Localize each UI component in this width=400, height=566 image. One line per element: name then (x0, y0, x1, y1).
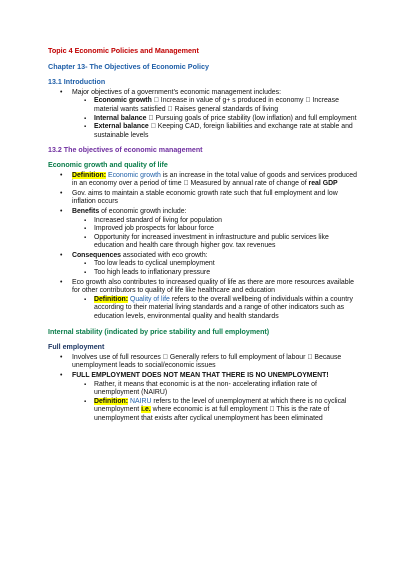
definition-text: is an increase in the total value of goods and services produced in an economy over a period of time   Measured by annual rate of change of (72, 171, 357, 188)
list-item (48, 372, 360, 424)
definition-bold: real GDP (308, 180, 338, 188)
document-body (48, 47, 360, 424)
consequences-label: Consequences (72, 251, 122, 259)
chapter-heading: Chapter 13- The Objectives of Economic Policy (48, 61, 209, 71)
list-item (48, 190, 360, 207)
list-item (48, 172, 360, 189)
definition-label: Definition: (72, 171, 107, 179)
intro-list (48, 89, 360, 141)
list-item (48, 89, 360, 141)
intro-text: Major objectives of a government’s economic management includes: (72, 88, 281, 96)
objective-text:   Keeping CAD, foreign liabilities and exchange rate at stable and sustainable levels (94, 123, 353, 139)
list-item (72, 123, 360, 140)
list-item: ▪ Opportunity for increased investment in infrastructure and public services like education and health care through higher gov. tax revenues (72, 234, 360, 251)
list-item (72, 115, 360, 124)
full-employment-heading: Full employment (48, 343, 105, 352)
full-employment-text: Involves use of full resources   Generally refers to full employment of labour   Because unemployment leads to social/economic issues (72, 353, 342, 370)
growth-subheading: Economic growth and quality of life (48, 160, 168, 169)
list-item: ▪ Too high leads to inflationary pressure (72, 269, 360, 278)
objective-term: External balance (94, 123, 149, 131)
definition-label: Definition: (94, 295, 129, 303)
objective-term: Internal balance (94, 114, 147, 122)
nairu-list (72, 381, 360, 424)
list-item (48, 279, 360, 322)
ie-highlight: i.e. (141, 406, 151, 414)
benefits-text: of economic growth include: (99, 207, 187, 215)
consequences-list (72, 260, 360, 277)
internal-stability-subheading: Internal stability (indicated by price stability and full employment) (48, 327, 270, 336)
list-item (72, 398, 360, 424)
objective-text:   Increase in value of g+ s produced in economy   Increase material wants satisfied   Raises general standards of living (94, 97, 339, 113)
definition-text: refers to the overall wellbeing of individuals within a country according to their material living standards and a range of other indicators such as education levels, environmental quality and health standards (94, 295, 353, 321)
full-employment-warning: FULL EMPLOYMENT DOES NOT MEAN THAT THERE IS NO UNEMPLOYMENT! (72, 372, 329, 379)
list-item: ▪ Improved job prospects for labour force (72, 225, 360, 234)
benefits-label: Benefits (72, 207, 100, 215)
definition-label: Definition: (94, 397, 129, 405)
objectives-list (72, 97, 360, 140)
list-item: ▪ Too low leads to cyclical unemployment (72, 260, 360, 269)
section-13-2-heading: 13.2 The objectives of economic management (48, 146, 203, 155)
definition-text: where economic is at full employment   This is the rate of unemployment that exists after cyclical unemployment has been eliminated (94, 406, 330, 422)
list-item (48, 354, 360, 371)
section-13-1-heading: 13.1 Introduction (48, 78, 106, 87)
list-item (72, 296, 360, 322)
list-item (48, 252, 360, 278)
consequences-text: associated with eco growth: (121, 251, 208, 259)
objective-text:   Pursuing goals of price stability (low inflation) and full employment (146, 114, 357, 122)
benefits-list (72, 217, 360, 251)
definition-term: NAIRU (128, 397, 152, 405)
aim-text: Gov. aims to maintain a stable economic growth rate such that full employment and low inflation occurs (72, 189, 338, 206)
growth-list (48, 172, 360, 322)
quality-text: Eco growth also contributes to increased quality of life as there are more resources available for other contributors to quality of life like healthcare and education (72, 278, 354, 295)
list-item: ▪ Rather, it means that economic is at the non- accelerating inflation rate of unemployment (NAIRU) (72, 381, 360, 398)
full-employment-list (48, 354, 360, 424)
definition-text: refers to the level of unemployment at which there is no cyclical unemployment (94, 397, 347, 414)
quality-def-list (72, 296, 360, 322)
list-item: ▪ Increased standard of living for population (72, 217, 360, 226)
definition-term: Quality of life (128, 295, 170, 303)
list-item (48, 208, 360, 251)
definition-term: Economic growth (106, 171, 161, 179)
objective-term: Economic growth (94, 97, 152, 105)
list-item (72, 97, 360, 114)
topic-heading: Topic 4 Economic Policies and Management (48, 46, 199, 55)
